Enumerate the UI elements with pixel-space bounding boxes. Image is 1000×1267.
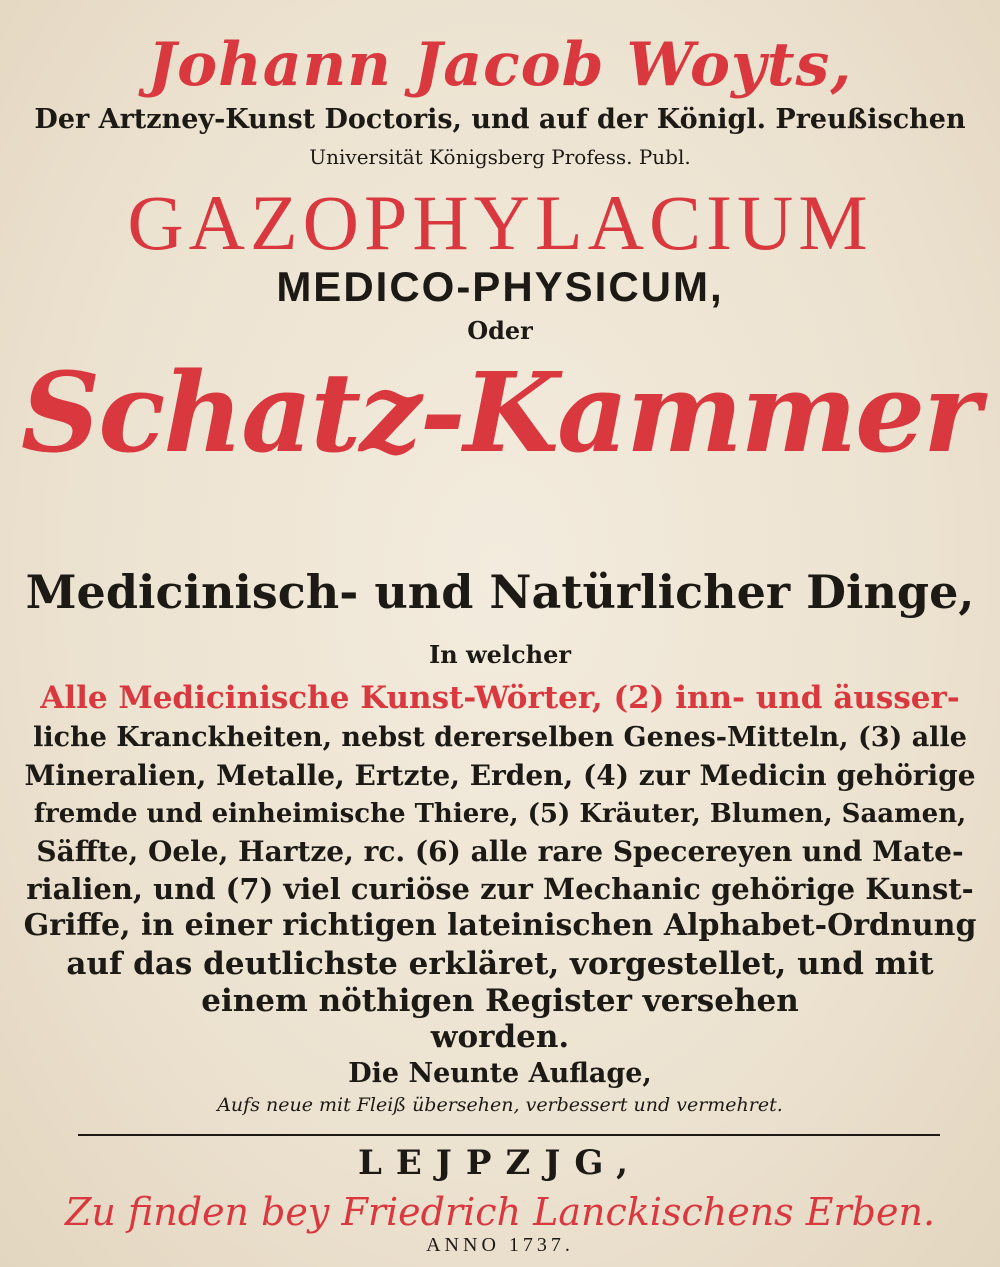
in-welcher-line: In welcher (428, 640, 572, 669)
body-line-10: worden. (430, 1019, 570, 1055)
body-line-9: einem nöthigen Register versehen (201, 983, 799, 1019)
main-title: GAZOPHYLACIUM (127, 179, 873, 266)
subtitle: MEDICO-PHYSICUM, (276, 263, 724, 310)
body-line-5: Säffte, Oele, Hartze, rc. (6) alle rare Specereyen und Mate- (36, 835, 964, 868)
body-line-8: auf das deutlichste erkläret, vorgestellet, und mit (66, 946, 934, 982)
edition-note: Aufs neue mit Fleiß übersehen, verbessert und vermehret. (217, 1094, 783, 1116)
publication-year: ANNO 1737. (426, 1234, 574, 1256)
body-line-6: rialien, und (7) viel curiöse zur Mechanic gehörige Kunst- (26, 872, 974, 906)
body-line-3: Mineralien, Metalle, Ertzte, Erden, (4) zur Medicin gehörige (24, 759, 976, 792)
body-line-2: liche Kranckheiten, nebst dererselben Genes-Mitteln, (3) alle (33, 722, 967, 753)
medicinisch-line: Medicinisch- und Natürlicher Dinge, (25, 565, 975, 619)
body-line-7: Griffe, in einer richtigen lateinischen Alphabet-Ordnung (23, 908, 977, 943)
edition-line: Die Neunte Auflage, (348, 1058, 652, 1089)
body-line-1: Alle Medicinische Kunst-Wörter, (2) inn- und äusser- (40, 680, 960, 716)
author-credentials-line1: Der Artzney-Kunst Doctoris, und auf der Königl. Preußischen (34, 104, 966, 135)
oder-word: Oder (467, 316, 533, 345)
place-of-publication: LEJPZJG, (357, 1143, 643, 1183)
divider-rule (78, 1134, 940, 1136)
body-line-4: fremde und einheimische Thiere, (5) Kräuter, Blumen, Saamen, (33, 799, 967, 829)
publisher-line: Zu finden bey Friedrich Lanckischens Erben. (64, 1190, 936, 1234)
author-credentials-line2: Universität Königsberg Profess. Publ. (309, 145, 691, 169)
schatz-kammer-title: Schatz-Kammer (20, 348, 980, 477)
author-name: Johann Jacob Woyts, (147, 30, 853, 100)
